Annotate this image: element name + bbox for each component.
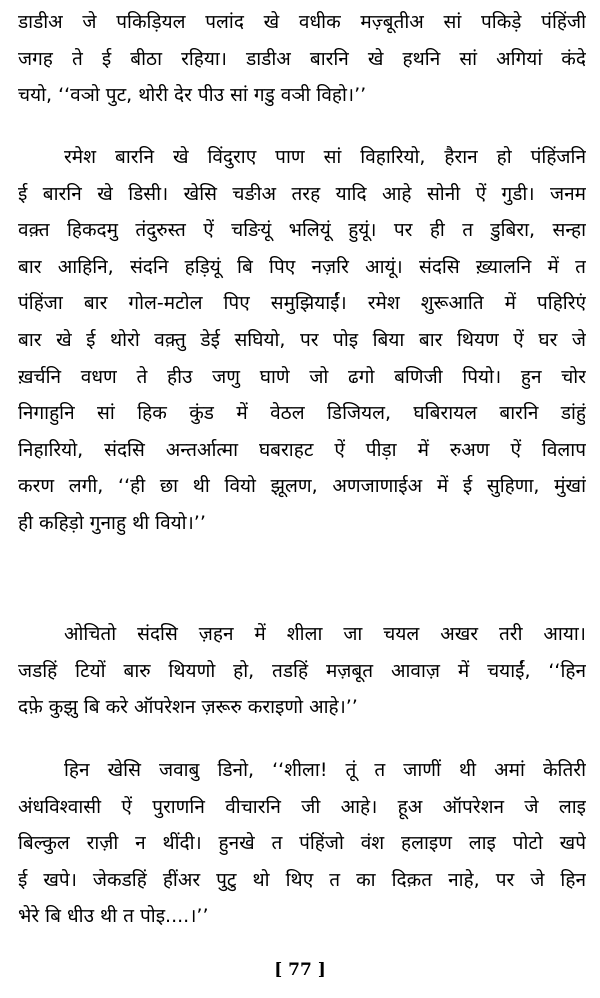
text-line: ख़र्चनि वधण ते हीउ जणु घाणे जो ढगो बणिजी पियो। हुन चोर <box>18 365 586 388</box>
text-line: वक़्त हिकदमु तंदुरुस्त ऐं चङियूं भलियूं हुयूं। पर ही त डुबिरा, सन्हा <box>18 219 586 242</box>
text-line: करण लगी, ‘‘ही छा थी वियो झूलण, अणजाणाईअ में ई सुहिणा, मुंखां <box>18 475 586 498</box>
text-line: ई खपे। जेकडहिं हींअर पुटु थो थिए त का दिक़त नाहे, पर जे हिन <box>18 868 586 891</box>
paragraph <box>18 752 586 935</box>
paragraph <box>18 4 586 114</box>
text-line: रमेश बारनि खे विंदुराए पाण सां विहारियो, हैरान हो पंहिंजनि <box>64 146 586 168</box>
text-line: भेरे बि धीउ थी त पोइ....।’’ <box>18 905 209 928</box>
text-line: बार खे ई थोरो वक़्तु डेई सघियो, पर पोइ बिया बार थियण ऐं घर जे <box>18 328 586 351</box>
text-line: पंहिंजा बार गोल-मटोल पिए समुझियाईं। रमेश शुरूआति में पहिरिएं <box>18 292 586 315</box>
text-line: बिल्कुल राज़ी न थींदी। हुनखे त पंहिंजो वंश हलाइण लाइ पोटो खपे <box>18 832 586 855</box>
text-line: निगाहुनि सां हिक कुंड में वेठल डिजियल, घबिरायल बारनि डांहुं <box>18 402 586 425</box>
text-line: दफ़े कुझु बि करे ऑपरेशन ज़रूरु कराइणो आहे।’’ <box>18 696 358 719</box>
text-line: निहारियो, संदसि अन्तर्आत्मा घबराहट ऐं पीड़ा में रुअण ऐं विलाप <box>18 438 586 461</box>
text-line: ओचितो संदसि ज़हन में शीला जा चयल अखर तरी आया। <box>64 623 586 645</box>
text-line: ही कहिड़ो गुनाहु थी वियो।’’ <box>18 511 206 534</box>
paragraph <box>18 616 586 726</box>
text-line: डाडीअ जे पकिड़ियल पलांद खे वधीक मज़्बूतीअ सां पकिड़े पंहिंजी <box>18 11 586 33</box>
text-line: जगह ते ई बीठा रहिया। डाडीअ बारनि खे हथनि सां अगियां कंदे <box>18 47 586 70</box>
text-line: अंधविश्वासी ऐं पुराणनि वीचारनि जी आहे। हूअ ऑपरेशन जे लाइ <box>18 795 586 818</box>
text-line: ई बारनि खे डिसी। खेसि चङीअ तरह यादि आहे सोनी ऐं गुडी। जनम <box>18 182 586 205</box>
text-line: बार आहिनि, संदनि हड़ियूं बि पिए नज़रि आयूं। संदसि ख़्यालनि में त <box>18 255 586 278</box>
page-number: [ 77 ] <box>274 960 326 980</box>
text-line: चयो, ‘‘वञो पुट, थोरी देर पीउ सां गडु वञी विहो।’’ <box>18 84 367 107</box>
paragraph <box>18 139 586 542</box>
text-line: हिन खेसि जवाबु डिनो, ‘‘शीला! तूं त जाणीं थी अमां केतिरी <box>64 759 586 781</box>
text-line: जडहिं टियों बारु थियणो हो, तडहिं मज़बूत आवाज़ में चयाईं, ‘‘हिन <box>18 659 586 682</box>
